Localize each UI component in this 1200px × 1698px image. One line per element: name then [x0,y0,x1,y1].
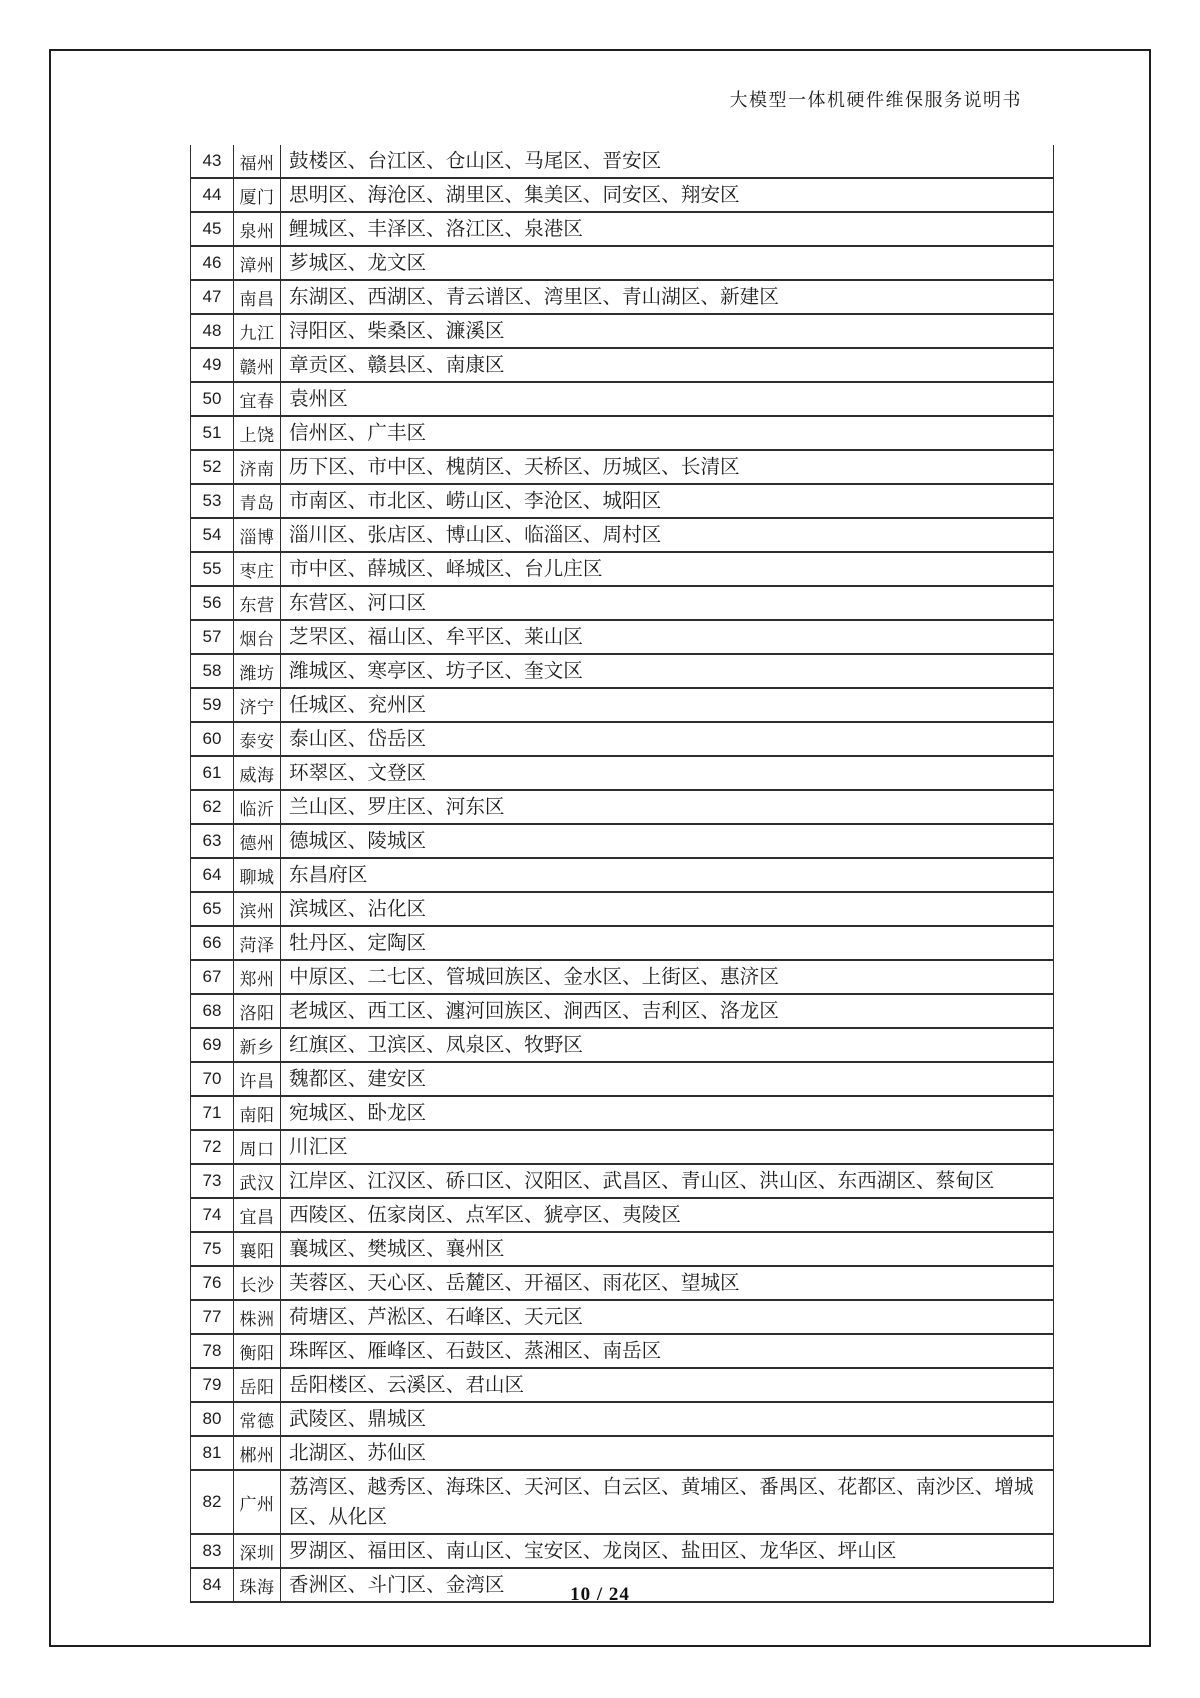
districts-cell: 浔阳区、柴桑区、濂溪区 [281,314,1054,348]
districts-cell: 北湖区、苏仙区 [281,1436,1054,1470]
city-cell: 岳阳 [234,1368,281,1402]
city-cell: 福州 [234,145,281,178]
table-row [191,926,1054,960]
city-cell: 滨州 [234,892,281,926]
districts-cell: 思明区、海沧区、湖里区、集美区、同安区、翔安区 [281,178,1054,212]
table-row [191,824,1054,858]
row-number-cell: 67 [191,960,234,994]
districts-cell: 淄川区、张店区、博山区、临淄区、周村区 [281,518,1054,552]
city-cell: 烟台 [234,620,281,654]
city-districts-table [190,145,1054,1603]
table-row [191,212,1054,246]
districts-cell: 川汇区 [281,1130,1054,1164]
city-cell: 赣州 [234,348,281,382]
table-row [191,280,1054,314]
row-number-cell: 43 [202,151,222,170]
table-row [191,1534,1054,1568]
table-row [191,1130,1054,1164]
row-number-cell: 60 [191,722,234,756]
city-cell: 郴州 [234,1436,281,1470]
row-number-cell: 49 [191,348,234,382]
districts-cell: 东昌府区 [281,858,1054,892]
row-number-cell: 50 [191,382,234,416]
city-cell: 泰安 [234,722,281,756]
districts-cell: 江岸区、江汉区、硚口区、汉阳区、武昌区、青山区、洪山区、东西湖区、蔡甸区 [281,1164,1054,1198]
row-number-cell: 84 [191,1568,234,1602]
table-row [191,1232,1054,1266]
row-number-cell: 45 [191,212,234,246]
districts-cell: 芝罘区、福山区、牟平区、莱山区 [281,620,1054,654]
city-cell: 东营 [234,586,281,620]
districts-cell: 滨城区、沾化区 [281,892,1054,926]
city-cell: 淄博 [234,518,281,552]
districts-cell: 芙蓉区、天心区、岳麓区、开福区、雨花区、望城区 [281,1266,1054,1300]
city-cell: 济南 [234,450,281,484]
table-row [191,1402,1054,1436]
row-number-cell: 72 [191,1130,234,1164]
table-row [191,178,1054,212]
city-cell: 襄阳 [234,1232,281,1266]
table-row [191,518,1054,552]
table-row [191,1300,1054,1334]
document-header-title: 大模型一体机硬件维保服务说明书 [729,90,1022,110]
row-number-cell: 47 [191,280,234,314]
city-cell: 厦门 [234,178,281,212]
row-number-cell: 65 [191,892,234,926]
table-row [191,960,1054,994]
table-row [191,1368,1054,1402]
city-cell: 宜昌 [234,1198,281,1232]
row-number-cell: 62 [191,790,234,824]
city-cell: 九江 [234,314,281,348]
districts-cell: 襄城区、樊城区、襄州区 [281,1232,1054,1266]
row-number-cell: 79 [191,1368,234,1402]
row-number-cell: 82 [191,1470,234,1534]
table-row [191,145,1054,178]
row-number-cell: 57 [191,620,234,654]
districts-cell: 市中区、薛城区、峄城区、台儿庄区 [281,552,1054,586]
row-number-cell: 59 [191,688,234,722]
city-cell: 潍坊 [234,654,281,688]
city-cell: 周口 [234,1130,281,1164]
city-cell: 常德 [234,1402,281,1436]
city-cell: 许昌 [234,1062,281,1096]
row-number-cell: 81 [191,1436,234,1470]
districts-cell: 鲤城区、丰泽区、洛江区、泉港区 [281,212,1054,246]
row-number-cell: 63 [191,824,234,858]
districts-cell: 荷塘区、芦淞区、石峰区、天元区 [281,1300,1054,1334]
districts-cell: 市南区、市北区、崂山区、李沧区、城阳区 [281,484,1054,518]
city-cell: 宜春 [234,382,281,416]
city-cell: 上饶 [234,416,281,450]
districts-cell: 武陵区、鼎城区 [281,1402,1054,1436]
city-cell: 南昌 [234,280,281,314]
row-number-cell: 44 [191,178,234,212]
table-row [191,1164,1054,1198]
districts-cell: 岳阳楼区、云溪区、君山区 [281,1368,1054,1402]
table-row [191,1334,1054,1368]
table-row [191,586,1054,620]
table-row [191,892,1054,926]
districts-cell: 泰山区、岱岳区 [281,722,1054,756]
table-row [191,756,1054,790]
row-number-cell: 64 [191,858,234,892]
table-row [191,552,1054,586]
city-cell: 株洲 [234,1300,281,1334]
row-number-cell: 48 [191,314,234,348]
districts-cell: 魏都区、建安区 [281,1062,1054,1096]
districts-cell: 章贡区、赣县区、南康区 [281,348,1054,382]
row-number-cell: 69 [191,1028,234,1062]
districts-cell: 信州区、广丰区 [281,416,1054,450]
city-cell: 菏泽 [234,926,281,960]
districts-cell: 牡丹区、定陶区 [281,926,1054,960]
row-number-cell: 80 [191,1402,234,1436]
city-cell: 漳州 [234,246,281,280]
table-row [191,1470,1054,1534]
table-row [191,688,1054,722]
row-number-cell: 68 [191,994,234,1028]
row-number-cell: 54 [191,518,234,552]
row-number-cell: 55 [191,552,234,586]
districts-cell: 历下区、市中区、槐荫区、天桥区、历城区、长清区 [281,450,1054,484]
city-cell: 聊城 [234,858,281,892]
row-number-cell: 53 [191,484,234,518]
table-row [191,620,1054,654]
row-number-cell: 56 [191,586,234,620]
table-row [191,1096,1054,1130]
districts-cell: 老城区、西工区、瀍河回族区、涧西区、吉利区、洛龙区 [281,994,1054,1028]
row-number-cell: 77 [191,1300,234,1334]
row-number-cell: 70 [191,1062,234,1096]
table-row [191,858,1054,892]
table-row [191,348,1054,382]
table-row [191,416,1054,450]
districts-cell: 环翠区、文登区 [281,756,1054,790]
districts-cell: 罗湖区、福田区、南山区、宝安区、龙岗区、盐田区、龙华区、坪山区 [281,1534,1054,1568]
city-cell: 郑州 [234,960,281,994]
districts-cell: 中原区、二七区、管城回族区、金水区、上街区、惠济区 [281,960,1054,994]
table-row [191,1266,1054,1300]
districts-cell: 宛城区、卧龙区 [281,1096,1054,1130]
table-row [191,314,1054,348]
districts-cell: 香洲区、斗门区、金湾区 [281,1568,1054,1602]
city-cell: 枣庄 [234,552,281,586]
city-cell: 衡阳 [234,1334,281,1368]
table-row [191,994,1054,1028]
city-cell: 青岛 [234,484,281,518]
districts-cell: 珠晖区、雁峰区、石鼓区、蒸湘区、南岳区 [281,1334,1054,1368]
row-number-cell: 75 [191,1232,234,1266]
row-number-cell: 61 [191,756,234,790]
row-number-cell: 78 [191,1334,234,1368]
row-number-cell: 52 [191,450,234,484]
districts-cell: 东营区、河口区 [281,586,1054,620]
city-cell: 深圳 [234,1534,281,1568]
districts-cell: 袁州区 [281,382,1054,416]
city-cell: 广州 [234,1470,281,1534]
districts-cell: 兰山区、罗庄区、河东区 [281,790,1054,824]
row-number-cell: 66 [191,926,234,960]
city-cell: 珠海 [234,1568,281,1602]
table-row [191,722,1054,756]
city-cell: 威海 [234,756,281,790]
table-row [191,790,1054,824]
districts-cell: 德城区、陵城区 [281,824,1054,858]
row-number-cell: 71 [191,1096,234,1130]
city-cell: 新乡 [234,1028,281,1062]
city-cell: 南阳 [234,1096,281,1130]
city-cell: 泉州 [234,212,281,246]
row-number-cell: 76 [191,1266,234,1300]
row-number-cell: 74 [191,1198,234,1232]
table-row [191,450,1054,484]
page-number: 10 / 24 [570,1584,630,1605]
districts-cell: 潍城区、寒亭区、坊子区、奎文区 [281,654,1054,688]
districts-cell: 鼓楼区、台江区、仓山区、马尾区、晋安区 [281,145,1054,178]
districts-cell: 东湖区、西湖区、青云谱区、湾里区、青山湖区、新建区 [281,280,1054,314]
city-cell: 武汉 [234,1164,281,1198]
table-row [191,1436,1054,1470]
table-row [191,1198,1054,1232]
districts-cell: 芗城区、龙文区 [281,246,1054,280]
table-row [191,484,1054,518]
table-row [191,382,1054,416]
districts-cell: 任城区、兖州区 [281,688,1054,722]
districts-cell: 荔湾区、越秀区、海珠区、天河区、白云区、黄埔区、番禺区、花都区、南沙区、增城区、从化区 [281,1470,1054,1534]
city-cell: 临沂 [234,790,281,824]
city-cell: 长沙 [234,1266,281,1300]
row-number-cell: 46 [191,246,234,280]
row-number-cell: 58 [191,654,234,688]
city-cell: 德州 [234,824,281,858]
table-row [191,246,1054,280]
row-number-cell: 73 [191,1164,234,1198]
city-cell: 济宁 [234,688,281,722]
table-row [191,1028,1054,1062]
districts-cell: 西陵区、伍家岗区、点军区、猇亭区、夷陵区 [281,1198,1054,1232]
table-row [191,654,1054,688]
city-cell: 洛阳 [234,994,281,1028]
table-row [191,1062,1054,1096]
row-number-cell: 51 [191,416,234,450]
districts-cell: 红旗区、卫滨区、凤泉区、牧野区 [281,1028,1054,1062]
row-number-cell: 83 [191,1534,234,1568]
